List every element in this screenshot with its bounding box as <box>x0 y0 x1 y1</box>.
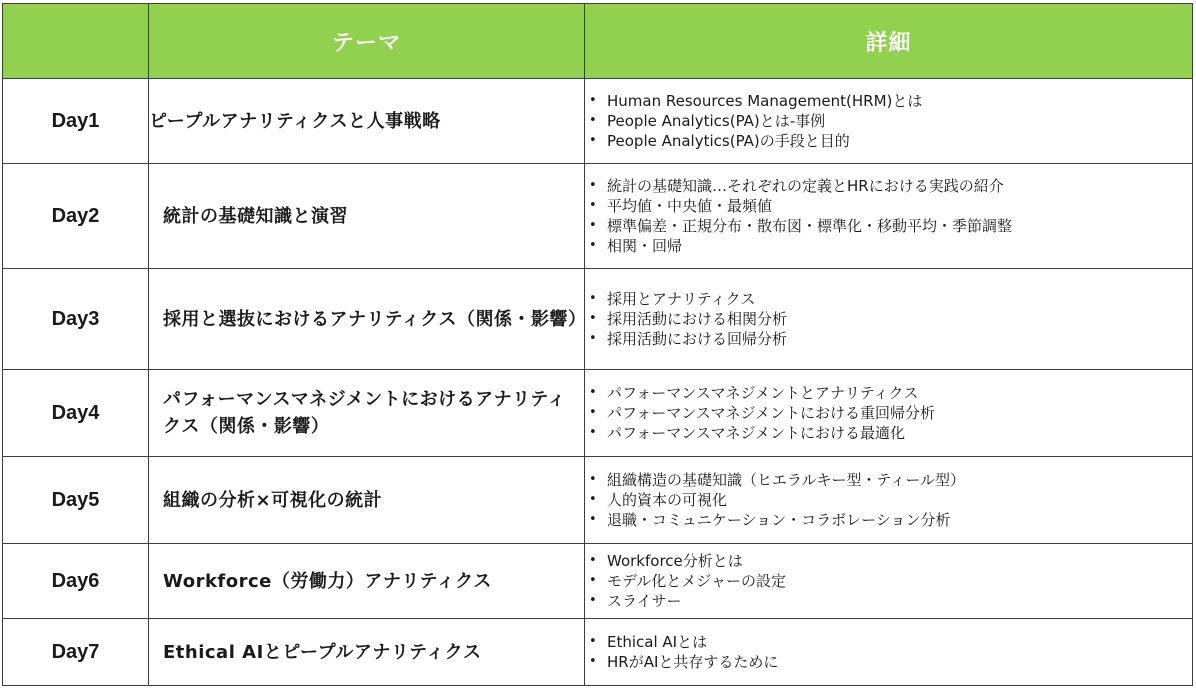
detail-item: • パフォーマンスマネジメントとアナリティクス <box>585 383 1192 403</box>
detail-cell <box>585 164 1193 269</box>
detail-list <box>585 383 1192 443</box>
detail-cell <box>585 457 1193 544</box>
detail-list <box>585 91 1192 151</box>
detail-item: • 採用活動における相関分析 <box>585 309 1192 329</box>
table-row <box>3 370 1193 457</box>
detail-list <box>585 470 1192 530</box>
detail-item: • 相関・回帰 <box>585 236 1192 256</box>
header-day <box>3 4 149 79</box>
detail-item: • HRがAIと共存するために <box>585 652 1192 672</box>
detail-item: • People Analytics(PA)の手段と目的 <box>585 131 1192 151</box>
theme-title: Workforce（労働力）アナリティクス <box>149 544 585 619</box>
day-label: Day5 <box>3 457 149 544</box>
table-row <box>3 79 1193 164</box>
detail-item: • 採用とアナリティクス <box>585 289 1192 309</box>
day-label: Day3 <box>3 269 149 370</box>
detail-item: • 標準偏差・正規分布・散布図・標準化・移動平均・季節調整 <box>585 216 1192 236</box>
detail-list <box>585 632 1192 672</box>
detail-list <box>585 289 1192 349</box>
theme-title: 採用と選抜におけるアナリティクス（関係・影響） <box>149 269 585 370</box>
detail-item: • パフォーマンスマネジメントにおける重回帰分析 <box>585 403 1192 423</box>
table-row <box>3 164 1193 269</box>
header-theme: テーマ <box>149 4 585 79</box>
curriculum-table <box>2 3 1193 686</box>
theme-title: 組織の分析×可視化の統計 <box>149 457 585 544</box>
detail-item: • 人的資本の可視化 <box>585 490 1192 510</box>
detail-item: • 退職・コミュニケーション・コラボレーション分析 <box>585 510 1192 530</box>
detail-item: • パフォーマンスマネジメントにおける最適化 <box>585 423 1192 443</box>
detail-cell <box>585 79 1193 164</box>
day-label: Day4 <box>3 370 149 457</box>
theme-title: ピープルアナリティクスと人事戦略 <box>149 79 585 164</box>
header-detail: 詳細 <box>585 4 1193 79</box>
detail-item: • 採用活動における回帰分析 <box>585 329 1192 349</box>
detail-item: • 組織構造の基礎知識（ヒエラルキー型・ティール型） <box>585 470 1192 490</box>
detail-list <box>585 551 1192 611</box>
detail-list <box>585 176 1192 256</box>
detail-cell <box>585 269 1193 370</box>
detail-item: • Workforce分析とは <box>585 551 1192 571</box>
detail-item: • モデル化とメジャーの設定 <box>585 571 1192 591</box>
detail-cell <box>585 544 1193 619</box>
day-label: Day6 <box>3 544 149 619</box>
detail-item: • Ethical AIとは <box>585 632 1192 652</box>
table-row <box>3 544 1193 619</box>
detail-item: • People Analytics(PA)とは-事例 <box>585 111 1192 131</box>
day-label: Day7 <box>3 619 149 686</box>
header-row <box>3 4 1193 79</box>
detail-item: • 統計の基礎知識…それぞれの定義とHRにおける実践の紹介 <box>585 176 1192 196</box>
table-row <box>3 269 1193 370</box>
day-label: Day1 <box>3 79 149 164</box>
table-row <box>3 457 1193 544</box>
detail-cell <box>585 370 1193 457</box>
table-row <box>3 619 1193 686</box>
theme-title: 統計の基礎知識と演習 <box>149 164 585 269</box>
theme-title: Ethical AIとピープルアナリティクス <box>149 619 585 686</box>
detail-item: • スライサー <box>585 591 1192 611</box>
day-label: Day2 <box>3 164 149 269</box>
curriculum-sheet <box>2 3 1192 685</box>
detail-item: • Human Resources Management(HRM)とは <box>585 91 1192 111</box>
detail-item: • 平均値・中央値・最頻値 <box>585 196 1192 216</box>
theme-title: パフォーマンスマネジメントにおけるアナリティクス（関係・影響） <box>149 370 585 457</box>
detail-cell <box>585 619 1193 686</box>
